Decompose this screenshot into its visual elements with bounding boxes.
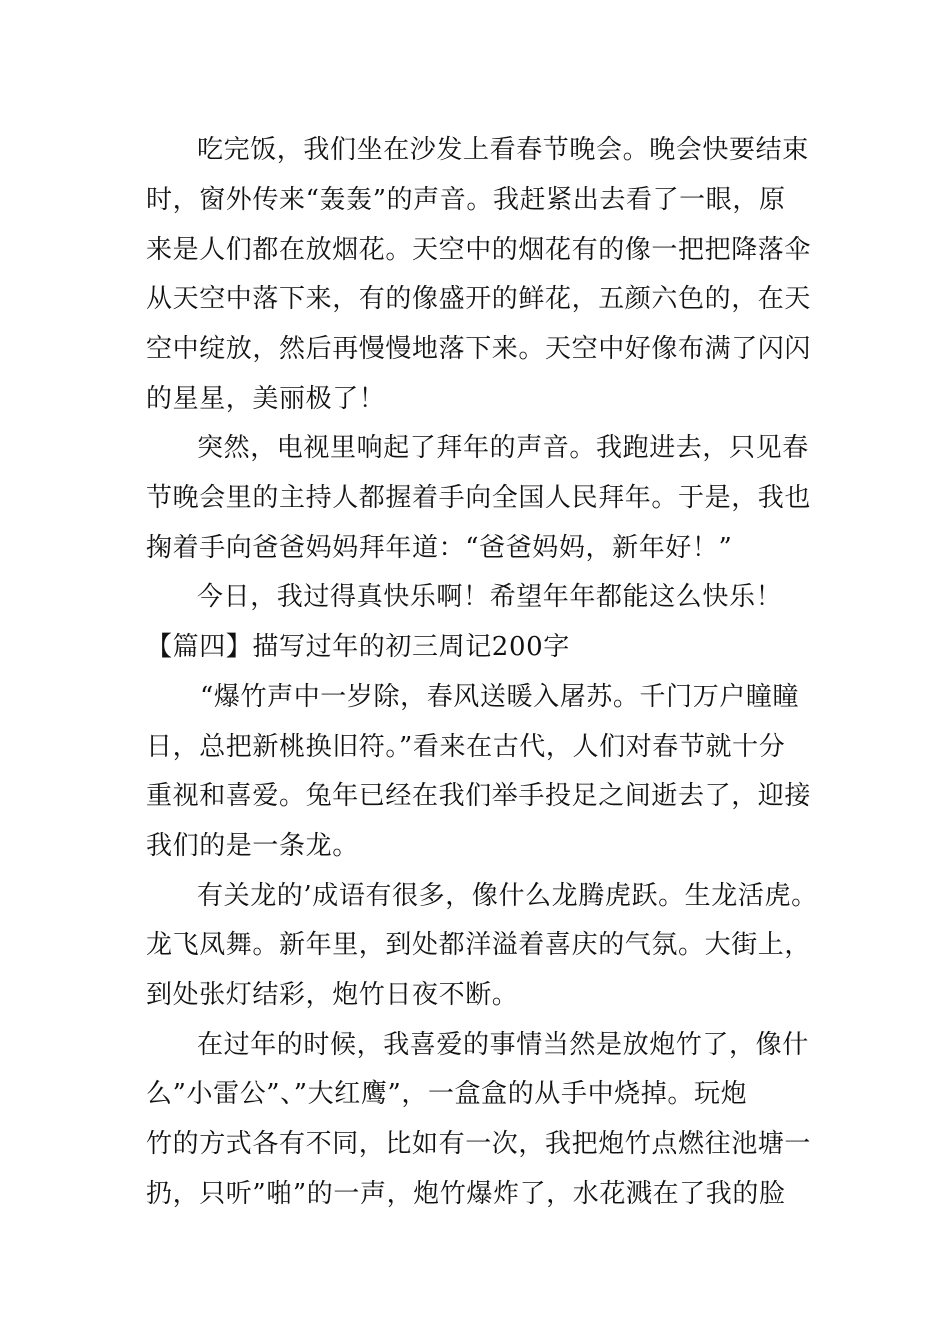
- text-line: 有关龙的’成语有很多，像什么龙腾虎跃。生龙活虎。: [197, 881, 818, 911]
- text-line: 从天空中落下来，有的像盛开的鲜花，五颜六色的，在天: [146, 284, 812, 314]
- text-line: 日，总把新桃换旧符。”看来在古代，人们对春节就十分: [146, 732, 786, 762]
- text-line: 节晚会里的主持人都握着手向全国人民拜年。于是，我也: [146, 483, 812, 513]
- text-line: 到处张灯结彩，炮竹日夜不断。: [146, 980, 519, 1010]
- text-line: 龙飞凤舞。新年里，到处都洋溢着喜庆的气氛。大街上，: [146, 930, 812, 960]
- text-line: 吃完饭，我们坐在沙发上看春节晚会。晚会快要结束: [197, 135, 809, 165]
- text-line: 在过年的时候，我喜爱的事情当然是放炮竹了，像什: [197, 1030, 809, 1060]
- text-line: 今日，我过得真快乐啊！希望年年都能这么快乐！: [197, 582, 783, 612]
- text-line: 重视和喜爱。兔年已经在我们举手投足之间逝去了，迎接: [146, 781, 812, 811]
- text-line: “爆竹声中一岁除，春风送暖入屠苏。千门万户瞳瞳: [200, 682, 800, 712]
- text-line: 来是人们都在放烟花。天空中的烟花有的像一把把降落伞: [146, 235, 812, 265]
- text-line: 么”小雷公”、”大红鹰”，一盒盒的从手中烧掉。玩炮: [146, 1079, 748, 1109]
- text-line: 扔，只听”啪”的一声，炮竹爆炸了，水花溅在了我的脸: [146, 1179, 786, 1209]
- text-line: 突然，电视里响起了拜年的声音。我跑进去，只见春: [197, 433, 809, 463]
- text-line: 的星星，美丽极了！: [146, 384, 386, 414]
- text-line: 时，窗外传来“轰轰”的声音。我赶紧出去看了一眼，原: [146, 185, 786, 215]
- text-line: 我们的是一条龙。: [146, 831, 359, 861]
- text-line: 掬着手向爸爸妈妈拜年道：“爸爸妈妈，新年好！”: [146, 533, 733, 563]
- text-line: 竹的方式各有不同，比如有一次，我把炮竹点燃往池塘一: [146, 1129, 812, 1159]
- section-heading: 【篇四】描写过年的初三周记200字: [146, 632, 570, 662]
- text-line: 空中绽放，然后再慢慢地落下来。天空中好像布满了闪闪: [146, 334, 812, 364]
